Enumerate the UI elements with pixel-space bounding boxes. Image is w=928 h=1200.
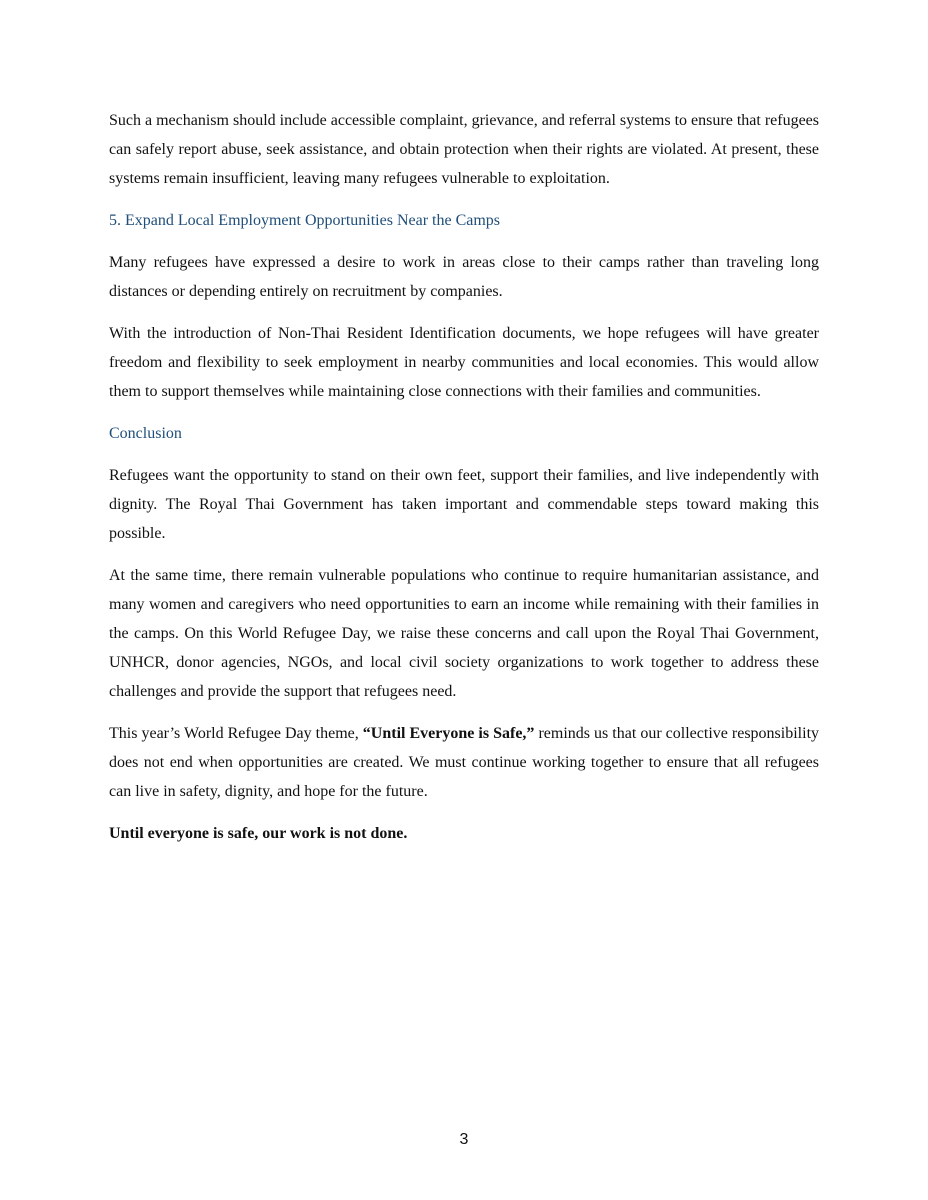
section-heading-conclusion: Conclusion: [109, 425, 182, 442]
paragraph-call-to-action: At the same time, there remain vulnerable populations who continue to require humanitarian assistance, and many women and caregivers who need opportunities to earn an income while remaining with their families in the camps. On this World Refugee Day, we raise these concerns and call upon the Royal Thai Government, UNHCR, donor agencies, NGOs, and local civil society organizations to work together to address these challenges and provide the support that refugees need.: [109, 567, 819, 700]
paragraph-complaint-mechanism: Such a mechanism should include accessible complaint, grievance, and referral systems to ensure that refugees can safely report abuse, seek assistance, and obtain protection when their rights are violated. At present, these systems remain insufficient, leaving many refugees vulnerable to exploitation.: [109, 112, 819, 187]
paragraph-theme: [109, 719, 819, 806]
section-heading-local-employment: 5. Expand Local Employment Opportunities Near the Camps: [109, 212, 501, 229]
paragraph-resident-identification: With the introduction of Non-Thai Resident Identification documents, we hope refugees will have greater freedom and flexibility to seek employment in nearby communities and local economies. This would allow them to support themselves while maintaining close connections with their families and communities.: [109, 325, 819, 400]
theme-quote: “Until Everyone is Safe,”: [362, 725, 535, 742]
paragraph-independence: Refugees want the opportunity to stand on their own feet, support their families, and live independently with dignity. The Royal Thai Government has taken important and commendable steps toward making this possible.: [109, 467, 819, 542]
theme-text-before: This year’s World Refugee Day theme,: [109, 725, 363, 742]
paragraph-work-near-camps: Many refugees have expressed a desire to work in areas close to their camps rather than traveling long distances or depending entirely on recruitment by companies.: [109, 254, 819, 300]
page-number: 3: [459, 1131, 469, 1148]
document-body: [109, 106, 819, 861]
theme-text-after: reminds us that our collective responsibility does not end when opportunities are created. We must continue working together to ensure that all refugees can live in safety, dignity, and hope for the future.: [109, 725, 820, 800]
closing-statement: Until everyone is safe, our work is not done.: [109, 825, 408, 842]
